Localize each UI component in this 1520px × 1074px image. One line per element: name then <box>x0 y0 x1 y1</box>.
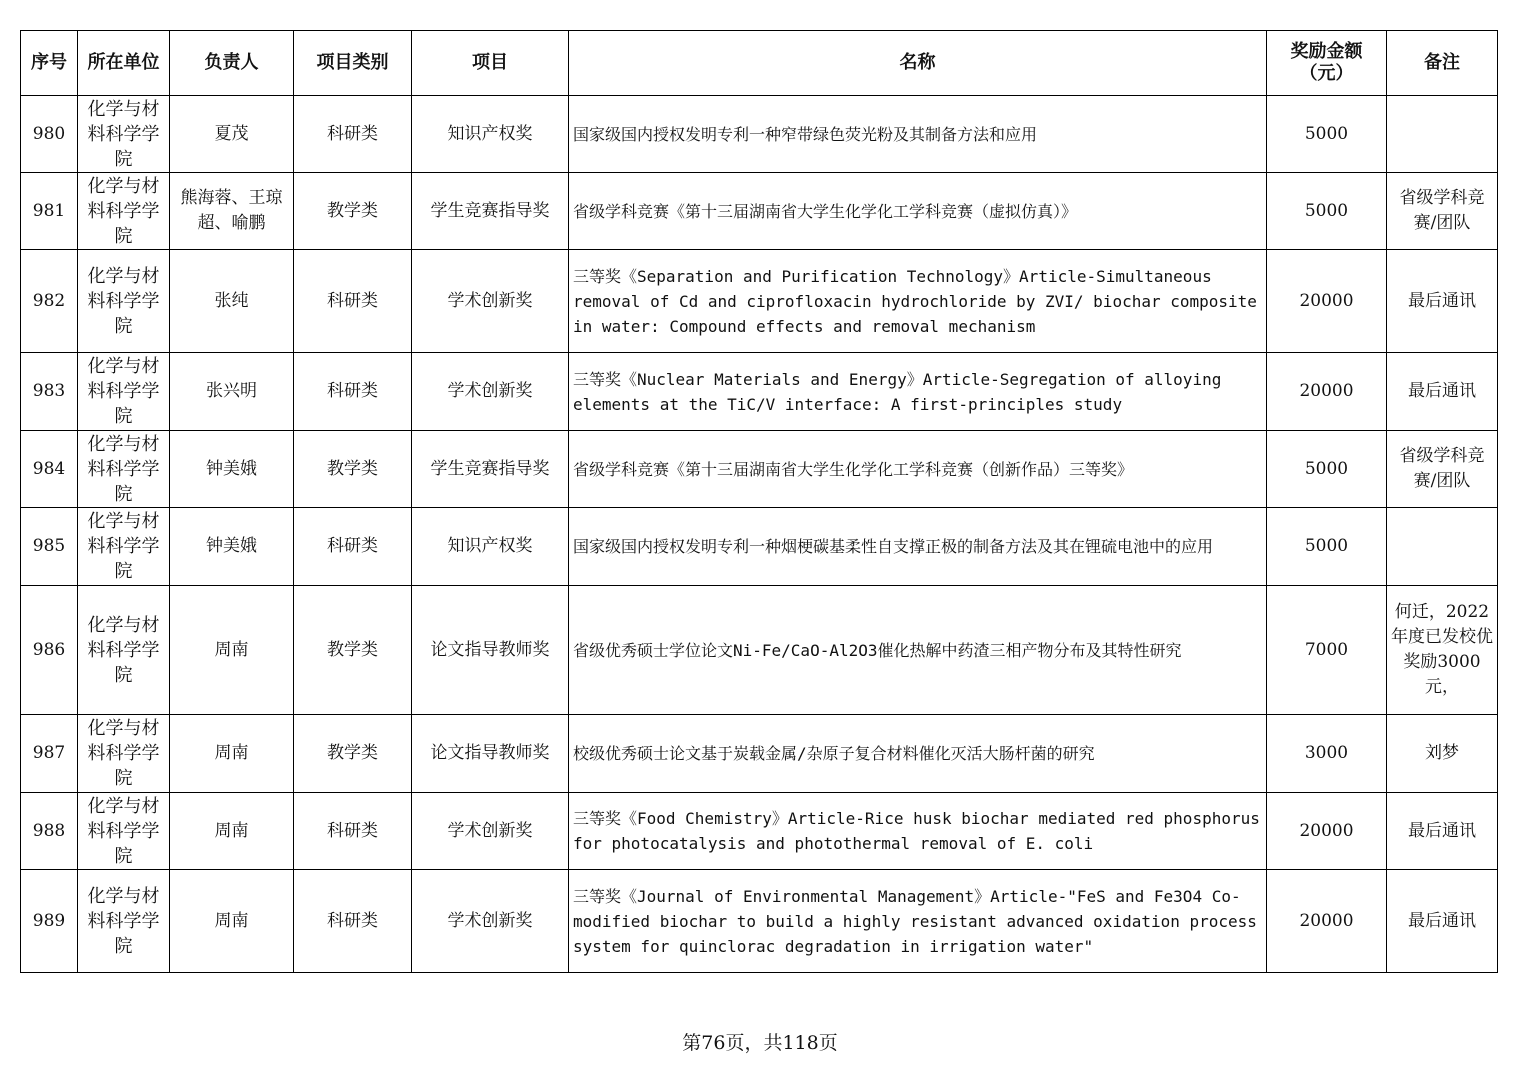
cell-index: 987 <box>21 715 78 793</box>
cell-name: 校级优秀硕士论文基于炭载金属/杂原子复合材料催化灭活大肠杆菌的研究 <box>569 715 1267 793</box>
cell-index: 988 <box>21 793 78 870</box>
cell-index: 989 <box>21 870 78 973</box>
cell-amount: 5000 <box>1267 173 1387 250</box>
cell-person: 张纯 <box>170 250 294 353</box>
cell-index: 983 <box>21 353 78 431</box>
table-row <box>21 715 1498 793</box>
table-row <box>21 173 1498 250</box>
table-row <box>21 793 1498 870</box>
cell-category: 教学类 <box>294 586 412 715</box>
table-header-row <box>21 31 1498 96</box>
cell-category: 科研类 <box>294 793 412 870</box>
cell-unit: 化学与材料科学学院 <box>78 353 170 431</box>
cell-unit: 化学与材料科学学院 <box>78 715 170 793</box>
cell-unit: 化学与材料科学学院 <box>78 793 170 870</box>
cell-person: 钟美娥 <box>170 508 294 586</box>
cell-amount: 7000 <box>1267 586 1387 715</box>
cell-amount: 20000 <box>1267 250 1387 353</box>
cell-amount: 20000 <box>1267 870 1387 973</box>
cell-note: 最后通讯 <box>1387 870 1498 973</box>
cell-project: 学术创新奖 <box>412 793 569 870</box>
cell-note: 省级学科竞赛/团队 <box>1387 431 1498 508</box>
cell-amount: 5000 <box>1267 508 1387 586</box>
header-project: 项目 <box>412 31 569 96</box>
cell-name: 省级学科竞赛《第十三届湖南省大学生化学化工学科竞赛（虚拟仿真）》 <box>569 173 1267 250</box>
award-table <box>20 30 1498 973</box>
cell-note <box>1387 508 1498 586</box>
cell-unit: 化学与材料科学学院 <box>78 586 170 715</box>
cell-project: 知识产权奖 <box>412 96 569 173</box>
cell-person: 钟美娥 <box>170 431 294 508</box>
cell-amount: 5000 <box>1267 96 1387 173</box>
header-person: 负责人 <box>170 31 294 96</box>
cell-name: 三等奖《Food Chemistry》Article-Rice husk biochar mediated red phosphorus for photocatalysis and photothermal removal of E. coli <box>569 793 1267 870</box>
cell-category: 科研类 <box>294 96 412 173</box>
cell-category: 教学类 <box>294 715 412 793</box>
cell-project: 学生竞赛指导奖 <box>412 431 569 508</box>
cell-person: 熊海蓉、王琼超、喻鹏 <box>170 173 294 250</box>
table-row <box>21 250 1498 353</box>
header-index: 序号 <box>21 31 78 96</box>
cell-index: 986 <box>21 586 78 715</box>
table-row <box>21 353 1498 431</box>
cell-person: 夏茂 <box>170 96 294 173</box>
cell-unit: 化学与材料科学学院 <box>78 250 170 353</box>
cell-name: 省级学科竞赛《第十三届湖南省大学生化学化工学科竞赛（创新作品）三等奖》 <box>569 431 1267 508</box>
cell-note: 省级学科竞赛/团队 <box>1387 173 1498 250</box>
cell-category: 科研类 <box>294 508 412 586</box>
cell-index: 985 <box>21 508 78 586</box>
cell-name: 三等奖《Nuclear Materials and Energy》Article-Segregation of alloying elements at the TiC/V interface: A first-principles study <box>569 353 1267 431</box>
cell-person: 周南 <box>170 870 294 973</box>
cell-name: 省级优秀硕士学位论文Ni-Fe/CaO-Al2O3催化热解中药渣三相产物分布及其特性研究 <box>569 586 1267 715</box>
cell-note: 刘梦 <box>1387 715 1498 793</box>
cell-unit: 化学与材料科学学院 <box>78 173 170 250</box>
cell-person: 周南 <box>170 586 294 715</box>
table-row <box>21 586 1498 715</box>
cell-project: 论文指导教师奖 <box>412 715 569 793</box>
cell-project: 论文指导教师奖 <box>412 586 569 715</box>
cell-name: 国家级国内授权发明专利一种烟梗碳基柔性自支撑正极的制备方法及其在锂硫电池中的应用 <box>569 508 1267 586</box>
page-number: 第76页，共118页 <box>682 1032 838 1054</box>
header-name: 名称 <box>569 31 1267 96</box>
cell-person: 张兴明 <box>170 353 294 431</box>
cell-project: 学生竞赛指导奖 <box>412 173 569 250</box>
cell-category: 教学类 <box>294 431 412 508</box>
cell-person: 周南 <box>170 715 294 793</box>
cell-name: 三等奖《Journal of Environmental Management》Article-"FeS and Fe3O4 Co-modified biochar to build a highly resistant advanced oxidation process system for quinclorac degradation in irrigation water" <box>569 870 1267 973</box>
table-row <box>21 508 1498 586</box>
cell-note: 何迁，2022年度已发校优奖励3000元， <box>1387 586 1498 715</box>
cell-project: 学术创新奖 <box>412 353 569 431</box>
header-note: 备注 <box>1387 31 1498 96</box>
cell-unit: 化学与材料科学学院 <box>78 870 170 973</box>
cell-index: 984 <box>21 431 78 508</box>
cell-note: 最后通讯 <box>1387 793 1498 870</box>
cell-category: 科研类 <box>294 353 412 431</box>
cell-amount: 3000 <box>1267 715 1387 793</box>
cell-index: 982 <box>21 250 78 353</box>
table-row <box>21 96 1498 173</box>
cell-category: 科研类 <box>294 250 412 353</box>
header-amount: 奖励金额（元） <box>1267 31 1387 96</box>
cell-category: 教学类 <box>294 173 412 250</box>
cell-amount: 5000 <box>1267 431 1387 508</box>
cell-category: 科研类 <box>294 870 412 973</box>
cell-unit: 化学与材料科学学院 <box>78 431 170 508</box>
cell-unit: 化学与材料科学学院 <box>78 508 170 586</box>
cell-amount: 20000 <box>1267 353 1387 431</box>
cell-note <box>1387 96 1498 173</box>
cell-name: 国家级国内授权发明专利一种窄带绿色荧光粉及其制备方法和应用 <box>569 96 1267 173</box>
cell-project: 学术创新奖 <box>412 870 569 973</box>
table-row <box>21 431 1498 508</box>
header-unit: 所在单位 <box>78 31 170 96</box>
cell-unit: 化学与材料科学学院 <box>78 96 170 173</box>
cell-amount: 20000 <box>1267 793 1387 870</box>
cell-project: 知识产权奖 <box>412 508 569 586</box>
cell-index: 981 <box>21 173 78 250</box>
cell-name: 三等奖《Separation and Purification Technology》Article-Simultaneous removal of Cd and ciprofloxacin hydrochloride by ZVI/ biochar composite in water: Compound effects and removal mechanism <box>569 250 1267 353</box>
cell-note: 最后通讯 <box>1387 250 1498 353</box>
cell-project: 学术创新奖 <box>412 250 569 353</box>
table-row <box>21 870 1498 973</box>
header-category: 项目类别 <box>294 31 412 96</box>
cell-note: 最后通讯 <box>1387 353 1498 431</box>
cell-index: 980 <box>21 96 78 173</box>
cell-person: 周南 <box>170 793 294 870</box>
